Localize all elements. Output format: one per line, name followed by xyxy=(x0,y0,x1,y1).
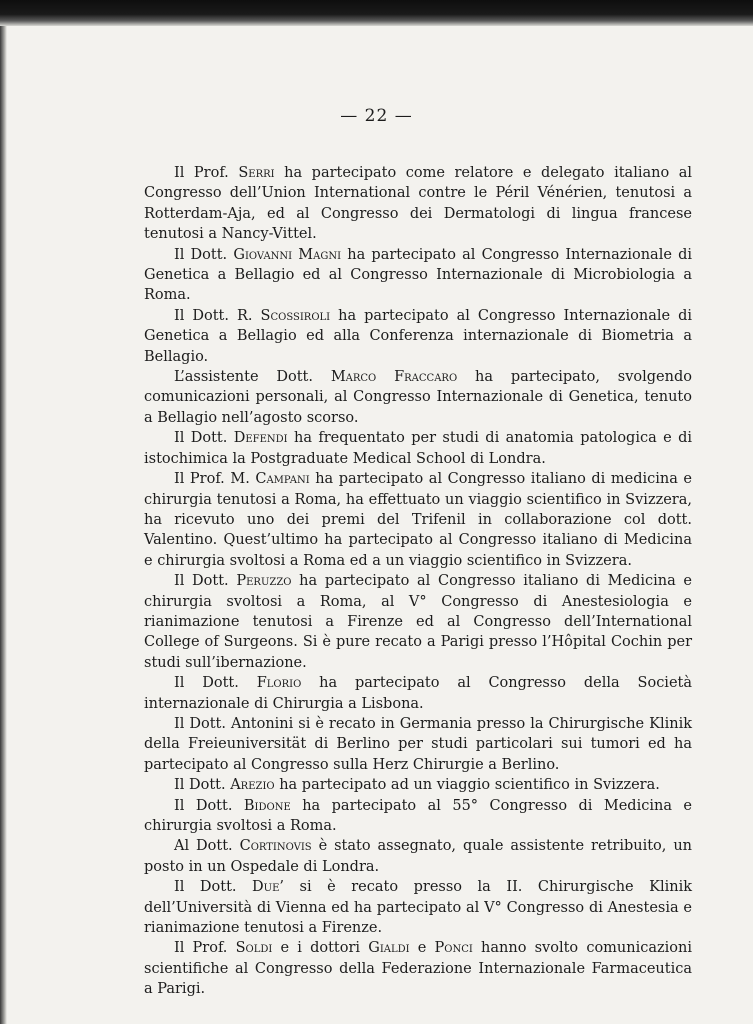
person-name: Bidone xyxy=(243,797,291,814)
text: Il Dott. xyxy=(174,675,257,692)
text: ha partecipato ad un viaggio scientifico in Svizzera. xyxy=(274,777,660,794)
page-number: — 22 — xyxy=(340,106,413,126)
text: ha partecipato al Congresso della Società internazionale di Chirurgia a Lisbona. xyxy=(144,675,693,712)
paragraph-antonini xyxy=(144,714,692,775)
scan-left-edge xyxy=(0,26,7,1024)
text: Il Dott. xyxy=(174,430,234,447)
person-name: Due’ xyxy=(252,879,285,896)
paragraph-bidone xyxy=(144,796,692,837)
person-name: Scossiroli xyxy=(260,307,331,324)
text: Il Dott. xyxy=(174,797,244,814)
paragraph-florio xyxy=(144,673,692,714)
scan-top-border xyxy=(0,0,753,26)
paragraph-defendi xyxy=(144,428,692,469)
text: ha partecipato, svolgendo comunicazioni personali, al Congresso Internazionale di Genetica, tenuto a Bellagio nell’agosto scorso. xyxy=(144,369,692,426)
paragraph-due xyxy=(144,877,692,938)
text: Il Prof. M. xyxy=(174,471,256,488)
person-name: Cortinovis xyxy=(239,838,312,855)
text: L’assistente Dott. xyxy=(174,369,331,386)
person-name: Arezio xyxy=(230,777,275,794)
page-body xyxy=(144,163,692,1000)
text: ha frequentato per studi di anatomia patologica e di istochimica la Postgraduate Medical School di Londra. xyxy=(144,430,693,467)
text: Il Prof. xyxy=(174,165,239,181)
person-name: Defendi xyxy=(233,430,288,447)
text: ha partecipato al Congresso italiano di medicina e chirurgia tenutosi a Roma, ha effettuato un viaggio scientifico in Svizzera, ha ricevuto uno dei premi del Trifenil in collaborazione col dott. Valentino. Quest’ultimo ha partecipato al Congresso italiano di Medicina e chirurgia svoltosi a Roma ed a un viaggio scientifico in Svizzera. xyxy=(144,471,692,569)
text: e i dottori xyxy=(272,940,369,957)
text: si è recato presso la II. Chirurgische Klinik dell’Università di Vienna ed ha partecipato al V° Congresso di Anestesia e rianimazione tenutosi a Firenze. xyxy=(144,879,693,937)
paragraph-serri xyxy=(144,163,692,245)
person-name: Giovanni Magni xyxy=(233,246,342,263)
paragraph-peruzzo xyxy=(144,571,692,673)
person-name: Florio xyxy=(256,675,302,692)
text: Il Dott. R. xyxy=(174,307,261,324)
text: Il Dott. xyxy=(174,777,231,794)
person-name: Ponci xyxy=(434,940,473,957)
text: ha partecipato al Congresso Internazionale di Genetica a Bellagio ed al Congresso Internazionale di Microbiologia a Roma. xyxy=(144,246,693,304)
text: e xyxy=(409,940,435,957)
person-name: Serri xyxy=(238,165,275,181)
paragraph-magni xyxy=(144,245,692,306)
text: ha partecipato al 55° Congresso di Medicina e chirurgia svoltosi a Roma. xyxy=(144,797,692,834)
paragraph-soldi xyxy=(144,938,692,999)
paragraph-fraccaro xyxy=(144,367,692,428)
text: ha partecipato come relatore e delegato italiano al Congresso dell’Union International contre le Péril Vénérien, tenutosi a Rotterdam-Aja, ed al Congresso dei Dermatologi di lingua francese tenutosi a Nancy-Vittel. xyxy=(144,165,693,243)
person-name: Peruzzo xyxy=(236,573,292,590)
text: Il Dott. xyxy=(174,246,234,263)
text: Il Dott. xyxy=(174,715,231,732)
text: è stato assegnato, quale assistente retribuito, un posto in un Ospedale di Londra. xyxy=(144,838,692,875)
text: hanno svolto comunicazioni scientifiche al Congresso della Federazione Internazionale Farmaceutica a Parigi. xyxy=(144,940,692,998)
text: Il Prof. xyxy=(174,940,236,957)
paragraph-scossiroli xyxy=(144,306,692,367)
paragraph-cortinovis xyxy=(144,836,692,877)
person-name: Marco Fraccaro xyxy=(330,369,458,386)
person-name: Campani xyxy=(255,471,310,488)
text: ha partecipato al Congresso italiano di Medicina e chirurgia svoltosi a Roma, al V° Congresso di Anestesiologia e rianimazione tenutosi a Firenze ed al Congresso dell’International College of Surgeons. Si è pure recato a Parigi presso l’Hôpital Cochin per studi sull’ibernazione. xyxy=(144,573,692,671)
text: ha partecipato al Congresso Internazionale di Genetica a Bellagio ed alla Conferenza internazionale di Biometria a Bellagio. xyxy=(144,307,692,365)
person-name: Gialdi xyxy=(368,940,410,957)
text: Il Dott. xyxy=(174,573,237,590)
paragraph-arezio xyxy=(144,775,692,795)
person-name: Soldi xyxy=(235,940,273,957)
text: Al Dott. xyxy=(174,838,240,855)
text: Il Dott. xyxy=(174,879,253,896)
text: Antonini si è recato in Germania presso la Chirurgische Klinik della Freieuniversität di Berlino per studi particolari sui tumori ed ha partecipato al Congresso sulla Herz Chirurgie a Berlino. xyxy=(144,715,692,773)
paragraph-campani xyxy=(144,469,692,571)
